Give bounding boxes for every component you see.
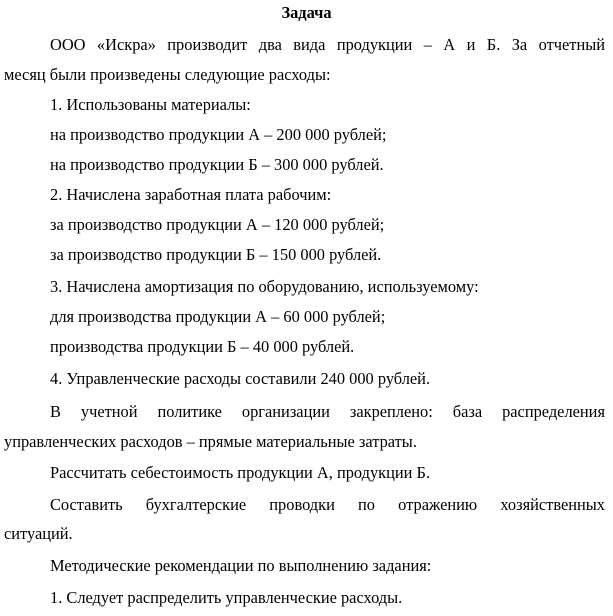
list-item: на производство продукции Б – 300 000 рублей. [50, 155, 384, 174]
list-heading: 2. Начислена заработная плата рабочим: [50, 185, 332, 204]
list-heading: 3. Начислена амортизация по оборудованию, используемому: [50, 277, 479, 296]
paragraph-line: Методические рекомендации по выполнению задания: [50, 556, 432, 575]
paragraph-line: управленческих расходов – прямые материальные затраты. [4, 432, 417, 451]
paragraph-line: 1. Следует распределить управленческие расходы. [50, 588, 403, 607]
paragraph-line: Составить бухгалтерские проводки по отражению хозяйственных [50, 495, 605, 514]
paragraph-line: Рассчитать себестоимость продукции А, продукции Б. [50, 463, 431, 482]
document-title: Задача [281, 3, 332, 22]
paragraph-line: ООО «Искра» производит два вида продукции – А и Б. За отчетный [50, 35, 605, 54]
list-item: на производство продукции А – 200 000 рублей; [50, 125, 387, 144]
list-item: за производство продукции А – 120 000 рублей; [50, 215, 385, 234]
list-heading: 1. Использованы материалы: [50, 95, 251, 114]
paragraph-line: В учетной политике организации закреплено: база распределения [50, 402, 605, 421]
paragraph-line: ситуаций. [4, 524, 73, 543]
list-item: для производства продукции А – 60 000 рублей; [50, 307, 386, 326]
list-item: за производство продукции Б – 150 000 рублей. [50, 245, 382, 264]
list-item: производства продукции Б – 40 000 рублей. [50, 337, 355, 356]
list-heading: 4. Управленческие расходы составили 240 000 рублей. [50, 369, 431, 388]
paragraph-line: месяц были произведены следующие расходы: [4, 65, 331, 84]
